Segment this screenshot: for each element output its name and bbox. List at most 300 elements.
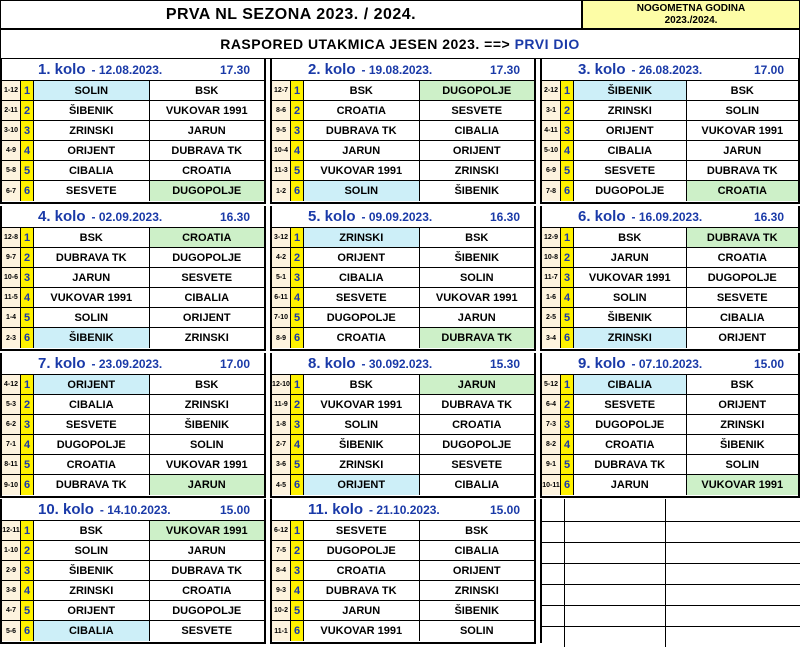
match-number: 4 <box>561 435 574 454</box>
home-team: ZRINSKI <box>574 328 687 348</box>
home-team: SESVETE <box>574 161 687 180</box>
match-code: 6-9 <box>542 161 561 180</box>
match-code: 3-4 <box>542 328 561 348</box>
home-team: ŠIBENIK <box>574 81 687 100</box>
round-header <box>542 59 798 81</box>
round-number: 1. kolo <box>38 61 86 78</box>
match-code: 9-5 <box>272 121 291 140</box>
match-row <box>542 181 798 201</box>
home-team: CIBALIA <box>574 375 687 394</box>
match-number: 6 <box>291 328 304 348</box>
match-row <box>2 541 264 561</box>
match-code: 2-7 <box>272 435 291 454</box>
match-code: 9-10 <box>2 475 21 495</box>
match-number: 4 <box>21 288 34 307</box>
match-number: 1 <box>291 521 304 540</box>
match-row <box>272 268 534 288</box>
empty-row <box>542 606 800 627</box>
match-row <box>542 475 798 495</box>
match-number: 4 <box>291 581 304 600</box>
home-team: SOLIN <box>34 81 150 100</box>
round-header <box>2 499 264 521</box>
subtitle-arrow: ==> <box>484 36 511 52</box>
home-team: SESVETE <box>34 415 150 434</box>
match-code: 2-12 <box>542 81 561 100</box>
home-team: DUBRAVA TK <box>304 121 420 140</box>
round-time: 16.30 <box>489 209 520 224</box>
match-number: 3 <box>561 268 574 287</box>
away-team: ORIJENT <box>182 311 231 324</box>
match-row <box>542 395 798 415</box>
round-number: 2. kolo <box>308 61 356 78</box>
away-team: ORIJENT <box>718 332 767 344</box>
away-team: DUGOPOLJE <box>442 438 512 451</box>
match-row <box>542 268 798 288</box>
away-team: ŠIBENIK <box>184 418 230 431</box>
round-block <box>540 59 800 204</box>
match-row <box>272 81 534 101</box>
match-code: 5-12 <box>542 375 561 394</box>
match-code: 11-7 <box>542 268 561 287</box>
round-block <box>0 59 266 204</box>
away-team: ORIJENT <box>718 398 767 411</box>
away-team: BSK <box>195 84 219 97</box>
round-number: 7. kolo <box>38 355 86 372</box>
match-number: 6 <box>291 475 304 495</box>
round-number: 9. kolo <box>578 355 626 372</box>
away-team: CROATIA <box>150 228 265 247</box>
match-code: 2-5 <box>542 308 561 327</box>
home-team: JARUN <box>574 248 687 267</box>
match-code: 4-9 <box>2 141 21 160</box>
match-row <box>542 228 798 248</box>
match-number: 6 <box>561 475 574 495</box>
match-row <box>2 161 264 181</box>
home-team: DUBRAVA TK <box>34 248 150 267</box>
match-row <box>2 101 264 121</box>
season-box <box>582 0 800 29</box>
away-team: VUKOVAR 1991 <box>687 475 799 495</box>
match-row <box>272 621 534 641</box>
match-row <box>272 475 534 495</box>
away-team: SOLIN <box>459 271 494 284</box>
match-row <box>2 121 264 141</box>
home-team: DUGOPOLJE <box>574 415 687 434</box>
match-number: 3 <box>291 415 304 434</box>
match-row <box>272 455 534 475</box>
match-row <box>542 81 798 101</box>
home-team: DUGOPOLJE <box>304 308 420 327</box>
match-number: 4 <box>21 141 34 160</box>
match-code: 1-2 <box>272 181 291 201</box>
match-code: 1-10 <box>2 541 21 560</box>
home-team: JARUN <box>34 268 150 287</box>
match-number: 1 <box>561 81 574 100</box>
match-code: 10-11 <box>542 475 561 495</box>
away-team: DUGOPOLJE <box>420 81 535 100</box>
match-number: 1 <box>21 375 34 394</box>
home-team: ŠIBENIK <box>34 101 150 120</box>
home-team: BSK <box>34 521 150 540</box>
home-team: SOLIN <box>574 288 687 307</box>
home-team: ZRINSKI <box>574 101 687 120</box>
match-code: 11-1 <box>272 621 291 641</box>
match-number: 4 <box>291 141 304 160</box>
round-time: 17.00 <box>753 62 784 77</box>
match-row <box>542 161 798 181</box>
match-row <box>2 581 264 601</box>
home-team: DUGOPOLJE <box>34 435 150 454</box>
round-date: - 26.08.2023. <box>631 62 703 77</box>
match-number: 5 <box>21 308 34 327</box>
away-team: SESVETE <box>716 291 768 304</box>
match-number: 4 <box>561 141 574 160</box>
match-row <box>542 328 798 348</box>
home-team: CROATIA <box>574 435 687 454</box>
match-number: 6 <box>21 328 34 348</box>
match-number: 2 <box>291 101 304 120</box>
round-time: 17.30 <box>489 62 520 77</box>
subtitle-main: RASPORED UTAKMICA JESEN 2023. <box>220 36 480 52</box>
match-code: 2-3 <box>2 328 21 348</box>
round-block <box>540 206 800 351</box>
round-block <box>540 353 800 498</box>
match-number: 2 <box>291 541 304 560</box>
match-number: 3 <box>21 561 34 580</box>
home-team: ŠIBENIK <box>34 328 150 348</box>
match-row <box>2 561 264 581</box>
match-number: 2 <box>561 101 574 120</box>
match-row <box>2 248 264 268</box>
match-code: 4-12 <box>2 375 21 394</box>
away-team: ŠIBENIK <box>719 438 765 451</box>
match-row <box>2 415 264 435</box>
away-team: CIBALIA <box>454 544 500 557</box>
match-code: 9-3 <box>272 581 291 600</box>
match-number: 2 <box>561 395 574 414</box>
match-number: 6 <box>291 621 304 641</box>
round-block <box>0 353 266 498</box>
home-team: VUKOVAR 1991 <box>304 161 420 180</box>
match-row <box>272 141 534 161</box>
home-team: ORIJENT <box>574 121 687 140</box>
match-row <box>2 81 264 101</box>
round-date: - 16.09.2023. <box>631 209 703 224</box>
away-team: CIBALIA <box>454 479 500 491</box>
match-code: 6-7 <box>2 181 21 201</box>
match-row <box>2 181 264 201</box>
match-code: 7-1 <box>2 435 21 454</box>
home-team: JARUN <box>574 475 687 495</box>
match-row <box>542 141 798 161</box>
away-team: DUBRAVA TK <box>171 144 243 157</box>
match-row <box>2 308 264 328</box>
match-number: 2 <box>21 541 34 560</box>
match-number: 6 <box>21 621 34 641</box>
round-date: - 09.09.2023. <box>361 209 433 224</box>
match-number: 2 <box>291 248 304 267</box>
match-code: 12-10 <box>272 375 291 394</box>
match-row <box>2 228 264 248</box>
away-team: DUBRAVA TK <box>706 164 778 177</box>
home-team: ORIJENT <box>34 141 150 160</box>
away-team: VUKOVAR 1991 <box>150 521 265 540</box>
match-code: 12-11 <box>2 521 21 540</box>
round-date: - 23.09.2023. <box>91 356 163 371</box>
away-team: JARUN <box>420 375 535 394</box>
home-team: BSK <box>304 375 420 394</box>
match-number: 6 <box>21 475 34 495</box>
match-code: 4-5 <box>272 475 291 495</box>
home-team: SESVETE <box>574 395 687 414</box>
schedule-subtitle <box>0 29 800 59</box>
home-team: ŠIBENIK <box>34 561 150 580</box>
match-number: 3 <box>21 121 34 140</box>
away-team: CIBALIA <box>454 124 500 137</box>
match-code: 10-2 <box>272 601 291 620</box>
match-number: 4 <box>291 435 304 454</box>
match-row <box>2 141 264 161</box>
match-code: 6-12 <box>272 521 291 540</box>
match-number: 5 <box>291 161 304 180</box>
home-team: ORIJENT <box>34 601 150 620</box>
page-title-text: PRVA NL SEZONA 2023. / 2024. <box>165 5 417 23</box>
away-team: ZRINSKI <box>184 332 229 344</box>
round-date: - 21.10.2023. <box>369 502 440 517</box>
match-code: 3-1 <box>542 101 561 120</box>
match-code: 3-8 <box>2 581 21 600</box>
match-number: 2 <box>21 101 34 120</box>
home-team: CIBALIA <box>34 161 150 180</box>
match-code: 6-11 <box>272 288 291 307</box>
match-row <box>272 415 534 435</box>
round-date: - 30.092.023. <box>361 356 433 371</box>
home-team: SOLIN <box>304 181 420 201</box>
away-team: JARUN <box>723 144 762 157</box>
match-row <box>2 475 264 495</box>
match-row <box>542 415 798 435</box>
away-team: SESVETE <box>451 458 503 471</box>
match-row <box>2 395 264 415</box>
match-code: 6-2 <box>2 415 21 434</box>
away-team: ZRINSKI <box>454 584 499 597</box>
match-number: 1 <box>561 228 574 247</box>
round-time: 16.30 <box>219 209 250 224</box>
match-row <box>272 121 534 141</box>
home-team: DUBRAVA TK <box>34 475 150 495</box>
match-code: 8-4 <box>272 561 291 580</box>
match-row <box>272 581 534 601</box>
away-team: CIBALIA <box>184 291 230 304</box>
round-time: 17.30 <box>219 62 250 77</box>
match-code: 3-12 <box>272 228 291 247</box>
away-team: SOLIN <box>725 458 760 471</box>
home-team: CIBALIA <box>34 621 150 641</box>
away-team: DUGOPOLJE <box>150 181 265 201</box>
match-code: 8-9 <box>272 328 291 348</box>
match-code: 5-10 <box>542 141 561 160</box>
home-team: CIBALIA <box>574 141 687 160</box>
season-line1: NOGOMETNA GODINA <box>636 2 746 14</box>
round-header <box>2 59 264 81</box>
round-block <box>270 59 536 204</box>
home-team: CROATIA <box>304 328 420 348</box>
round-date: - 14.10.2023. <box>99 502 171 517</box>
match-row <box>272 435 534 455</box>
match-row <box>542 308 798 328</box>
match-row <box>2 521 264 541</box>
round-time: 16.30 <box>753 209 784 224</box>
page-title <box>0 0 582 29</box>
round-header <box>272 353 534 375</box>
home-team: JARUN <box>304 141 420 160</box>
season-line2: 2023./2024. <box>664 14 718 26</box>
match-number: 5 <box>561 308 574 327</box>
away-team: CROATIA <box>182 164 232 177</box>
home-team: ZRINSKI <box>34 581 150 600</box>
match-number: 2 <box>21 248 34 267</box>
home-team: CROATIA <box>34 455 150 474</box>
home-team: ORIJENT <box>304 475 420 495</box>
away-team: BSK <box>195 378 219 391</box>
round-time: 17.00 <box>219 356 250 371</box>
home-team: VUKOVAR 1991 <box>304 621 420 641</box>
away-team: VUKOVAR 1991 <box>165 104 248 117</box>
home-team: CROATIA <box>304 101 420 120</box>
match-number: 5 <box>21 601 34 620</box>
away-team: ŠIBENIK <box>454 604 500 617</box>
match-code: 1-6 <box>542 288 561 307</box>
away-team: SOLIN <box>725 104 760 117</box>
match-code: 4-11 <box>542 121 561 140</box>
match-code: 5-1 <box>272 268 291 287</box>
match-number: 6 <box>561 181 574 201</box>
away-team: DUBRAVA TK <box>171 564 243 577</box>
away-team: JARUN <box>150 475 265 495</box>
match-row <box>272 101 534 121</box>
home-team: ŠIBENIK <box>574 308 687 327</box>
match-code: 9-1 <box>542 455 561 474</box>
empty-row <box>542 499 800 522</box>
home-team: ŠIBENIK <box>304 435 420 454</box>
away-team: VUKOVAR 1991 <box>435 291 518 304</box>
match-number: 1 <box>291 228 304 247</box>
match-code: 2-11 <box>2 101 21 120</box>
match-code: 11-3 <box>272 161 291 180</box>
match-code: 5-8 <box>2 161 21 180</box>
round-number: 3. kolo <box>578 61 626 78</box>
match-code: 3-10 <box>2 121 21 140</box>
away-team: VUKOVAR 1991 <box>701 124 784 137</box>
match-number: 1 <box>291 81 304 100</box>
round-number: 6. kolo <box>578 208 626 225</box>
match-row <box>272 228 534 248</box>
away-team: SESVETE <box>181 625 233 637</box>
round-number: 11. kolo <box>308 501 364 518</box>
match-row <box>2 328 264 348</box>
away-team: BSK <box>465 524 489 537</box>
match-row <box>2 375 264 395</box>
match-row <box>542 375 798 395</box>
away-team: ORIJENT <box>452 564 501 577</box>
home-team: CROATIA <box>304 561 420 580</box>
match-code: 6-4 <box>542 395 561 414</box>
match-number: 3 <box>291 121 304 140</box>
round-header <box>2 353 264 375</box>
match-code: 5-3 <box>2 395 21 414</box>
home-team: ORIJENT <box>34 375 150 394</box>
away-team: CROATIA <box>717 251 767 264</box>
match-code: 11-5 <box>2 288 21 307</box>
home-team: BSK <box>574 228 687 247</box>
match-row <box>272 561 534 581</box>
match-row <box>272 308 534 328</box>
match-number: 4 <box>291 288 304 307</box>
match-number: 1 <box>21 81 34 100</box>
match-number: 3 <box>561 415 574 434</box>
match-code: 10-4 <box>272 141 291 160</box>
home-team: ZRINSKI <box>34 121 150 140</box>
match-code: 5-6 <box>2 621 21 641</box>
match-number: 4 <box>561 288 574 307</box>
home-team: VUKOVAR 1991 <box>34 288 150 307</box>
home-team: SESVETE <box>304 521 420 540</box>
subtitle-highlight: PRVI DIO <box>514 36 580 52</box>
away-team: ZRINSKI <box>720 418 765 431</box>
round-date: - 19.08.2023. <box>361 62 433 77</box>
match-number: 5 <box>561 161 574 180</box>
away-team: SOLIN <box>459 625 494 637</box>
match-code: 11-9 <box>272 395 291 414</box>
away-team: JARUN <box>187 124 226 137</box>
match-number: 5 <box>21 161 34 180</box>
match-row <box>2 288 264 308</box>
away-team: BSK <box>730 84 754 97</box>
away-team: DUBRAVA TK <box>687 228 799 247</box>
match-code: 4-2 <box>272 248 291 267</box>
match-code: 2-9 <box>2 561 21 580</box>
match-code: 10-8 <box>542 248 561 267</box>
match-code: 8-2 <box>542 435 561 454</box>
round-time: 15.00 <box>489 502 520 517</box>
home-team: JARUN <box>304 601 420 620</box>
match-number: 1 <box>21 228 34 247</box>
home-team: SOLIN <box>304 415 420 434</box>
match-number: 5 <box>291 601 304 620</box>
match-number: 3 <box>561 121 574 140</box>
match-row <box>542 248 798 268</box>
match-number: 5 <box>21 455 34 474</box>
round-header <box>2 206 264 228</box>
match-code: 7-5 <box>272 541 291 560</box>
match-number: 2 <box>561 248 574 267</box>
match-row <box>272 288 534 308</box>
home-team: CIBALIA <box>304 268 420 287</box>
match-code: 8-11 <box>2 455 21 474</box>
match-code: 7-8 <box>542 181 561 201</box>
match-code: 8-6 <box>272 101 291 120</box>
match-number: 6 <box>291 181 304 201</box>
away-team: DUGOPOLJE <box>172 604 242 617</box>
away-team: SESVETE <box>181 271 233 284</box>
match-row <box>2 268 264 288</box>
home-team: SOLIN <box>34 541 150 560</box>
home-team: DUBRAVA TK <box>304 581 420 600</box>
match-row <box>272 541 534 561</box>
away-team: SOLIN <box>189 438 224 451</box>
empty-row <box>542 627 800 647</box>
match-row <box>542 121 798 141</box>
